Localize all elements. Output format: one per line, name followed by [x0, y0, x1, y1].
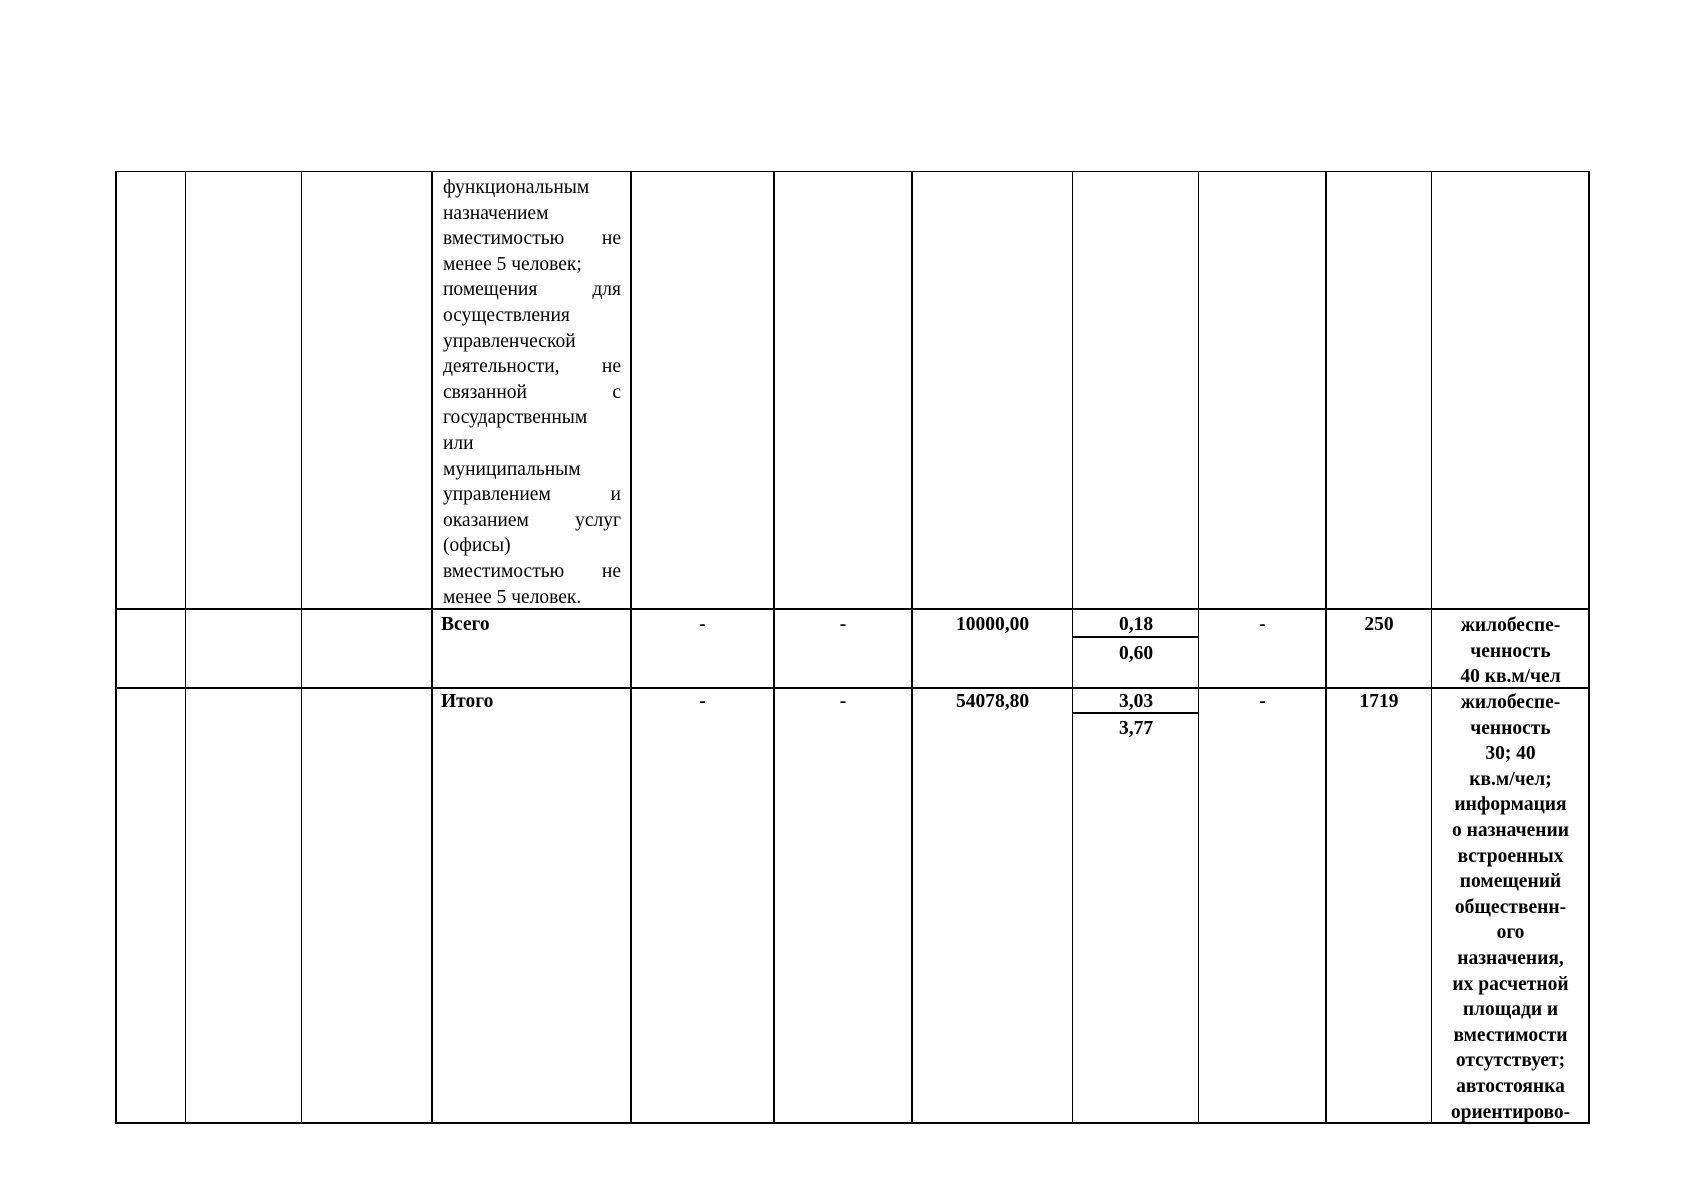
desc-line: связанной с	[443, 381, 621, 403]
note-line: ориентирово-	[1450, 1101, 1571, 1123]
note-line: автостоянка	[1456, 1075, 1565, 1097]
note-line: общественн-	[1454, 896, 1567, 918]
desc-line: (офисы)	[443, 535, 511, 557]
cell-col10: 1719	[1359, 691, 1399, 712]
desc-line: вместимостью не	[443, 560, 621, 582]
row-label: Всего	[441, 614, 490, 635]
desc-line: или	[443, 432, 474, 454]
note-line: информация	[1454, 794, 1567, 816]
col-border-0	[115, 171, 117, 1123]
cell-col6: -	[839, 691, 847, 712]
cell-note	[1431, 690, 1590, 1125]
cell-col9: -	[1259, 614, 1266, 635]
desc-line: помещения для	[443, 279, 621, 301]
desc-line: функциональным	[443, 177, 590, 198]
desc-line: назначением	[443, 202, 549, 224]
note-line: ого	[1496, 922, 1525, 944]
note-line: вместимости	[1453, 1024, 1568, 1046]
desc-line: управленческой	[443, 330, 576, 352]
cell-col8-top: 0,18	[1118, 614, 1154, 635]
col-border-6	[911, 171, 913, 1123]
note-line: отсутствует;	[1455, 1050, 1566, 1072]
cell-col8-bottom: 0,60	[1118, 643, 1154, 664]
col-border-2	[301, 171, 302, 1123]
col-border-1	[185, 171, 186, 1123]
cell-col9: -	[1259, 691, 1266, 712]
desc-line: менее 5 человек;	[443, 253, 582, 275]
note-line: их расчетной	[1452, 973, 1569, 995]
col-border-9	[1325, 171, 1327, 1123]
cell-col6: -	[839, 614, 847, 635]
note-line: кв.м/чел;	[1469, 768, 1552, 790]
note-line: 30; 40	[1485, 743, 1536, 765]
note-line: встроенных	[1457, 845, 1564, 867]
col-border-5	[773, 171, 775, 1123]
col-border-3	[431, 171, 433, 1123]
note-line: ченность	[1470, 640, 1551, 662]
table-top-border	[115, 171, 1590, 172]
desc-line: муниципальным	[443, 458, 581, 480]
cell-col5: -	[699, 691, 706, 712]
note-line: о назначении	[1451, 819, 1569, 841]
cell-col8-top: 3,03	[1118, 691, 1154, 712]
note-line: 40 кв.м/чел	[1460, 666, 1561, 688]
desc-line: вместимостью не	[443, 228, 621, 250]
row-separator-vsego	[115, 608, 1590, 610]
desc-line: оказанием услуг	[443, 509, 621, 531]
note-line: назначения,	[1457, 947, 1564, 969]
note-line: ченность	[1470, 717, 1551, 739]
cell-col10: 250	[1364, 614, 1394, 635]
continued-description	[443, 175, 621, 610]
desc-line: деятельности, не	[443, 356, 621, 378]
col-border-4	[630, 171, 632, 1123]
row-label: Итого	[441, 691, 494, 712]
cell-col7: 54078,80	[955, 691, 1030, 712]
cell-note	[1431, 613, 1590, 690]
desc-line: осуществления	[443, 304, 570, 326]
cell-col7: 10000,00	[955, 614, 1030, 635]
cell-col5: -	[699, 614, 706, 635]
note-line: жилобеспе-	[1460, 692, 1561, 713]
note-line: жилобеспе-	[1460, 615, 1561, 636]
desc-line: государственным	[443, 407, 588, 429]
note-line: помещений	[1459, 871, 1562, 893]
cell-col8-bottom: 3,77	[1118, 718, 1154, 739]
desc-line: менее 5 человек.	[443, 586, 582, 608]
note-line: площади и	[1462, 999, 1559, 1021]
desc-line: управлением и	[443, 484, 621, 506]
table-bottom-border	[115, 1122, 1590, 1124]
